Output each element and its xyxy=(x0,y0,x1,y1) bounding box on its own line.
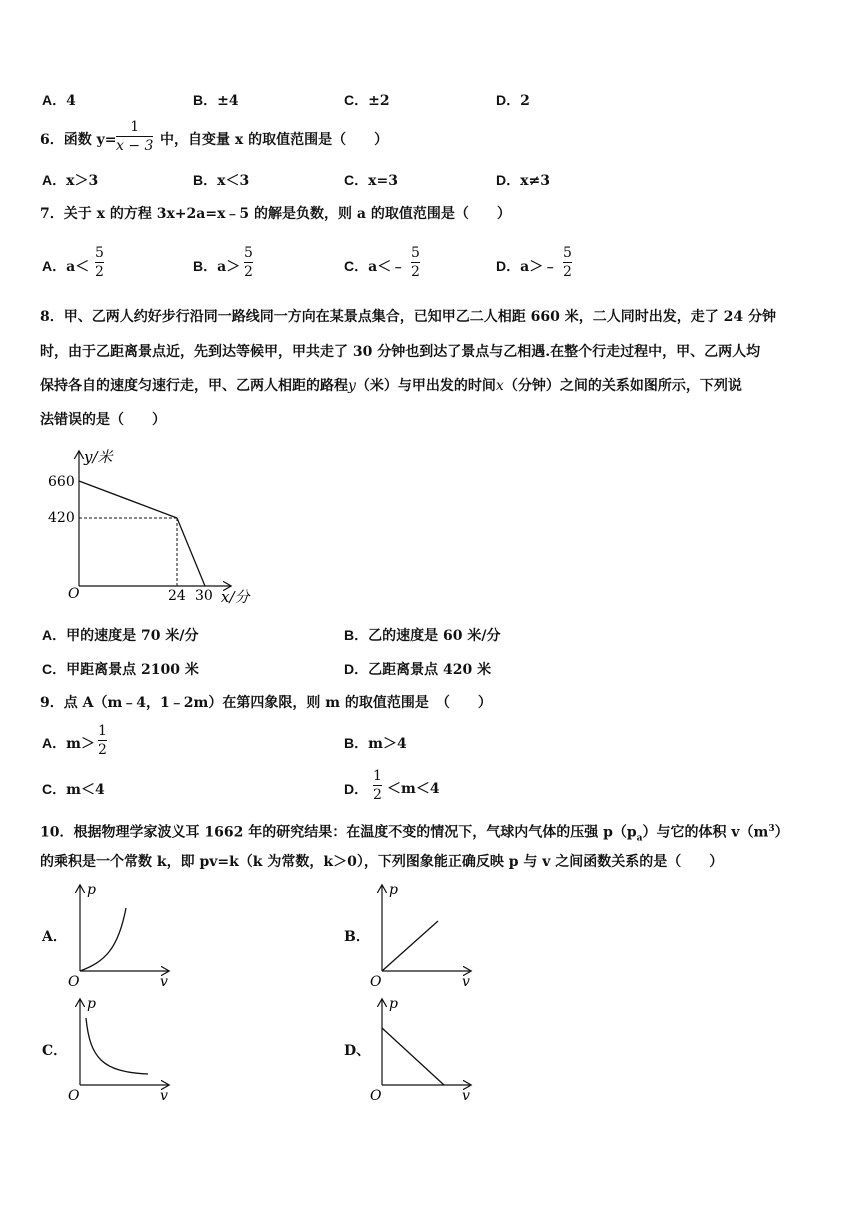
q8-line-3 xyxy=(40,377,742,395)
q10-graph-c xyxy=(66,992,176,1104)
q6-option-b xyxy=(193,171,249,190)
option-label: C． xyxy=(344,258,369,274)
q6-fraction xyxy=(116,119,153,154)
q9-option-c xyxy=(42,780,105,799)
curve-c xyxy=(86,1018,148,1074)
option-text: 乙距离景点 420 米 xyxy=(368,662,492,678)
q7-option-c xyxy=(344,257,405,276)
y-axis-label: y/米 xyxy=(84,448,113,466)
q8-option-a xyxy=(42,626,198,645)
y-tick-420: 420 xyxy=(48,510,75,526)
option-label: C． xyxy=(344,92,369,108)
q8-line-1: 8．甲、乙两人约好步行沿同一路线同一方向在某景点集合，已知甲乙二人相距 660 米，二人同时出发，走了 24 分钟 xyxy=(40,309,776,325)
fraction-bar xyxy=(373,785,382,786)
option-label: B． xyxy=(344,735,369,751)
q8-option-c xyxy=(42,660,199,679)
q7-a-fraction xyxy=(95,245,104,280)
q9-option-d-text: ＜m＜4 xyxy=(387,781,440,797)
q10-line-1-part-a: 10．根据物理学家波义耳 1662 年的研究结果：在温度不变的情况下，气球内气体的压强 p（p xyxy=(40,824,637,841)
fraction-bar xyxy=(95,262,104,263)
x-tick-30: 30 xyxy=(195,588,213,604)
q10-graph-b xyxy=(368,878,478,990)
option-text: x＜3 xyxy=(217,173,250,189)
option-text: 2 xyxy=(520,93,530,109)
origin-label: O xyxy=(68,1088,80,1104)
option-label: C． xyxy=(42,781,67,797)
q6-option-d xyxy=(496,171,550,190)
option-label: D． xyxy=(344,781,369,797)
q8-distance-time-graph xyxy=(40,444,270,614)
option-text: 乙的速度是 60 米/分 xyxy=(368,628,501,644)
option-label: A． xyxy=(42,172,67,188)
q10-line-1-part-c: ） xyxy=(774,824,789,841)
p-axis-label: p xyxy=(389,882,398,898)
q10-option-c-label: C． xyxy=(42,1043,68,1059)
q9-a-fraction xyxy=(98,723,107,758)
q10-superscript: 3 xyxy=(768,824,775,834)
v-axis-label: v xyxy=(462,1088,470,1104)
q7-option-b xyxy=(193,257,240,276)
x-axis-label: x/分 xyxy=(221,588,250,606)
fraction-numerator: 1 xyxy=(98,723,107,739)
q8-var-y: y xyxy=(348,378,356,394)
option-label: D． xyxy=(496,172,521,188)
option-label: B． xyxy=(344,627,369,643)
option-text: a＜﹣ xyxy=(368,259,406,275)
curve-a xyxy=(80,908,126,971)
fraction-denominator: 2 xyxy=(373,787,382,803)
line-b xyxy=(382,921,438,971)
q7-d-fraction xyxy=(563,245,572,280)
q10-option-d-label: D、 xyxy=(344,1043,371,1059)
q7-c-fraction xyxy=(411,245,420,280)
option-text: x＞3 xyxy=(66,173,99,189)
q8-option-b xyxy=(344,626,500,645)
q10-graph-a xyxy=(66,878,176,990)
fraction-numerator: 5 xyxy=(95,245,104,261)
q10-option-a-label: A． xyxy=(42,929,67,945)
option-text: m＞ xyxy=(66,736,95,752)
fraction-bar xyxy=(411,262,420,263)
option-label: A． xyxy=(42,258,67,274)
option-label: A． xyxy=(42,627,67,643)
option-label: D． xyxy=(496,258,521,274)
option-text: 甲距离景点 2100 米 xyxy=(66,662,199,678)
q7-option-d xyxy=(496,257,557,276)
distance-line xyxy=(79,481,205,586)
q9-option-a xyxy=(42,734,95,753)
q8-var-x: x xyxy=(495,378,504,394)
q9-option-b xyxy=(344,734,407,753)
p-axis-label: p xyxy=(389,996,398,1012)
option-text: 甲的速度是 70 米/分 xyxy=(66,628,199,644)
q10-line-1 xyxy=(40,820,789,847)
q10-subscript: a xyxy=(636,833,643,844)
fraction-bar xyxy=(244,262,253,263)
q8-line-4: 法错误的是（ ） xyxy=(40,412,166,428)
fraction-denominator: 2 xyxy=(244,264,253,280)
fraction-denominator: x − 3 xyxy=(116,138,154,154)
q8-line-2: 时，由于乙距离景点近，先到达等候甲，甲共走了 30 分钟也到达了景点与乙相遇.在整个行走过程中，甲、乙两人均 xyxy=(40,344,761,360)
q9-option-d-label xyxy=(344,780,368,799)
fraction-numerator: 1 xyxy=(130,119,140,135)
fraction-bar xyxy=(98,740,107,741)
y-tick-660: 660 xyxy=(48,474,75,490)
q6-option-c xyxy=(344,171,398,190)
v-axis-label: v xyxy=(160,974,168,990)
fraction-denominator: 2 xyxy=(563,264,572,280)
q8-option-d xyxy=(344,660,491,679)
option-text: a＞ xyxy=(217,259,241,275)
option-text: m＞4 xyxy=(368,736,407,752)
fraction-denominator: 2 xyxy=(95,264,104,280)
option-label: D． xyxy=(344,661,369,677)
q6-stem-suffix: 中，自变量 x 的取值范围是（ ） xyxy=(160,132,389,148)
option-text: a＞﹣ xyxy=(520,259,558,275)
fraction-denominator: 2 xyxy=(411,264,420,280)
option-label: A． xyxy=(42,92,67,108)
option-label: A． xyxy=(42,735,67,751)
line-d xyxy=(382,1028,444,1085)
q8-line-3-part-a: 保持各自的速度匀速行走，甲、乙两人相距的路程 xyxy=(40,378,348,394)
q5-option-b xyxy=(193,91,239,110)
option-text: 4 xyxy=(66,93,76,109)
origin-label: O xyxy=(68,586,80,602)
p-axis-label: p xyxy=(87,882,96,898)
option-text: ±4 xyxy=(217,93,239,109)
v-axis-label: v xyxy=(462,974,470,990)
v-axis-label: v xyxy=(160,1088,168,1104)
option-label: B． xyxy=(193,92,218,108)
q5-option-d xyxy=(496,91,530,110)
fraction-bar xyxy=(116,136,153,137)
option-text: x≠3 xyxy=(520,173,550,189)
option-label: C． xyxy=(42,661,67,677)
q9-d-fraction xyxy=(373,768,382,803)
origin-label: O xyxy=(370,974,382,990)
fraction-numerator: 5 xyxy=(563,245,572,261)
q5-option-c xyxy=(344,91,390,110)
q8-line-3-part-b: （米）与甲出发的时间 xyxy=(355,378,496,394)
q7-option-a xyxy=(42,257,89,276)
option-label: C． xyxy=(344,172,369,188)
option-text: m＜4 xyxy=(66,782,105,798)
p-axis-label: p xyxy=(87,996,96,1012)
option-text: x=3 xyxy=(368,173,398,189)
fraction-numerator: 1 xyxy=(373,768,382,784)
option-label: B． xyxy=(193,258,218,274)
q7-b-fraction xyxy=(244,245,253,280)
q10-option-b-label: B． xyxy=(344,929,370,945)
q10-line-1-part-b: ）与它的体积 v（m xyxy=(642,824,769,841)
q8-line-3-part-c: （分钟）之间的关系如图所示，下列说 xyxy=(503,378,742,394)
option-text: ±2 xyxy=(368,93,390,109)
option-label: D． xyxy=(496,92,521,108)
origin-label: O xyxy=(370,1088,382,1104)
q9-stem: 9．点 A（m﹣4，1﹣2m）在第四象限，则 m 的取值范围是 （ ） xyxy=(40,695,492,711)
q6-stem-prefix: 6．函数 y= xyxy=(40,132,117,148)
fraction-denominator: 2 xyxy=(98,742,107,758)
fraction-numerator: 5 xyxy=(411,245,420,261)
q10-line-2: 的乘积是一个常数 k，即 pv=k（k 为常数，k＞0），下列图象能正确反映 p 与 v 之间函数关系的是（ ） xyxy=(40,854,724,870)
fraction-bar xyxy=(563,262,572,263)
q10-graph-d xyxy=(368,992,478,1104)
option-text: a＜ xyxy=(66,259,90,275)
option-label: B． xyxy=(193,172,218,188)
origin-label: O xyxy=(68,974,80,990)
q5-option-a xyxy=(42,91,76,110)
fraction-numerator: 5 xyxy=(244,245,253,261)
x-tick-24: 24 xyxy=(168,588,186,604)
q6-option-a xyxy=(42,171,98,190)
q7-stem: 7．关于 x 的方程 3x+2a=x﹣5 的解是负数，则 a 的取值范围是（ ） xyxy=(40,206,511,222)
